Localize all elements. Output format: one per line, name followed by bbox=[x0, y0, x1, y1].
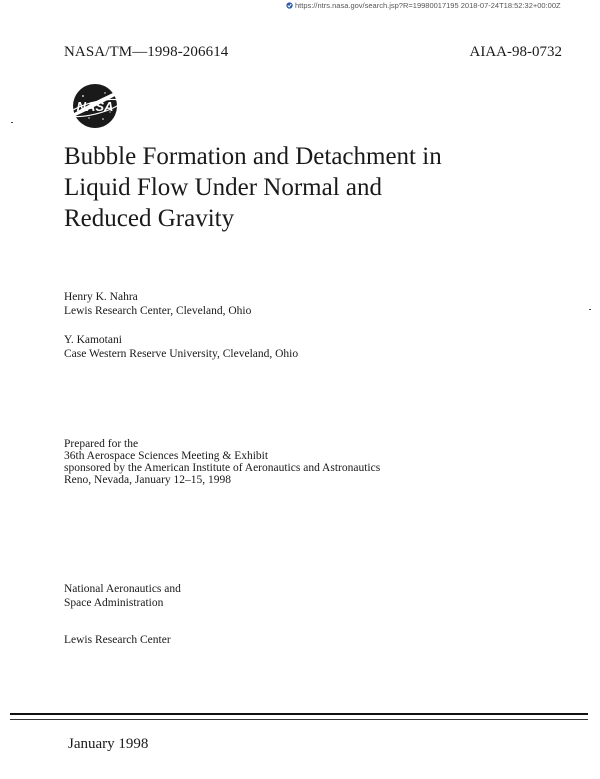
research-center: Lewis Research Center bbox=[64, 634, 171, 646]
title-line-3: Reduced Gravity bbox=[64, 205, 235, 232]
prepared-line: 36th Aerospace Sciences Meeting & Exhibit bbox=[64, 450, 269, 462]
title-line-2: Liquid Flow Under Normal and bbox=[64, 174, 383, 201]
prepared-for-block bbox=[64, 438, 380, 486]
nasa-logo-text: NASA bbox=[76, 99, 114, 114]
prepared-line: Prepared for the bbox=[64, 438, 139, 450]
ntrs-url-text: https://ntrs.nasa.gov/search.jsp?R=19980017195 2018-07-24T18:52:32+00:00Z bbox=[295, 1, 561, 10]
author-affiliation: Case Western Reserve University, Cleveland, Ohio bbox=[64, 348, 299, 360]
author-2 bbox=[64, 333, 298, 361]
agency-line: Space Administration bbox=[64, 597, 164, 609]
footer-rule-thick bbox=[10, 713, 588, 715]
author-affiliation: Lewis Research Center, Cleveland, Ohio bbox=[64, 305, 252, 317]
ntrs-circle-icon bbox=[286, 2, 293, 9]
scan-speck bbox=[589, 309, 591, 310]
author-1 bbox=[64, 290, 251, 318]
prepared-line: Reno, Nevada, January 12–15, 1998 bbox=[64, 474, 232, 486]
author-name: Y. Kamotani bbox=[64, 334, 122, 346]
publication-date: January 1998 bbox=[68, 736, 149, 752]
footer-rule-thin bbox=[10, 719, 588, 720]
title-line-1: Bubble Formation and Detachment in bbox=[64, 143, 442, 170]
scan-speck bbox=[11, 122, 13, 123]
author-name: Henry K. Nahra bbox=[64, 291, 138, 303]
agency-line: National Aeronautics and bbox=[64, 583, 181, 595]
aiaa-paper-number: AIAA-98-0732 bbox=[469, 44, 562, 60]
agency-block bbox=[64, 582, 181, 610]
report-number: NASA/TM—1998-206614 bbox=[64, 44, 229, 60]
document-title bbox=[64, 141, 534, 234]
ntrs-url-stamp bbox=[286, 1, 561, 10]
prepared-line: sponsored by the American Institute of Aeronautics and Astronautics bbox=[64, 462, 381, 474]
nasa-meatball-logo bbox=[63, 82, 127, 130]
